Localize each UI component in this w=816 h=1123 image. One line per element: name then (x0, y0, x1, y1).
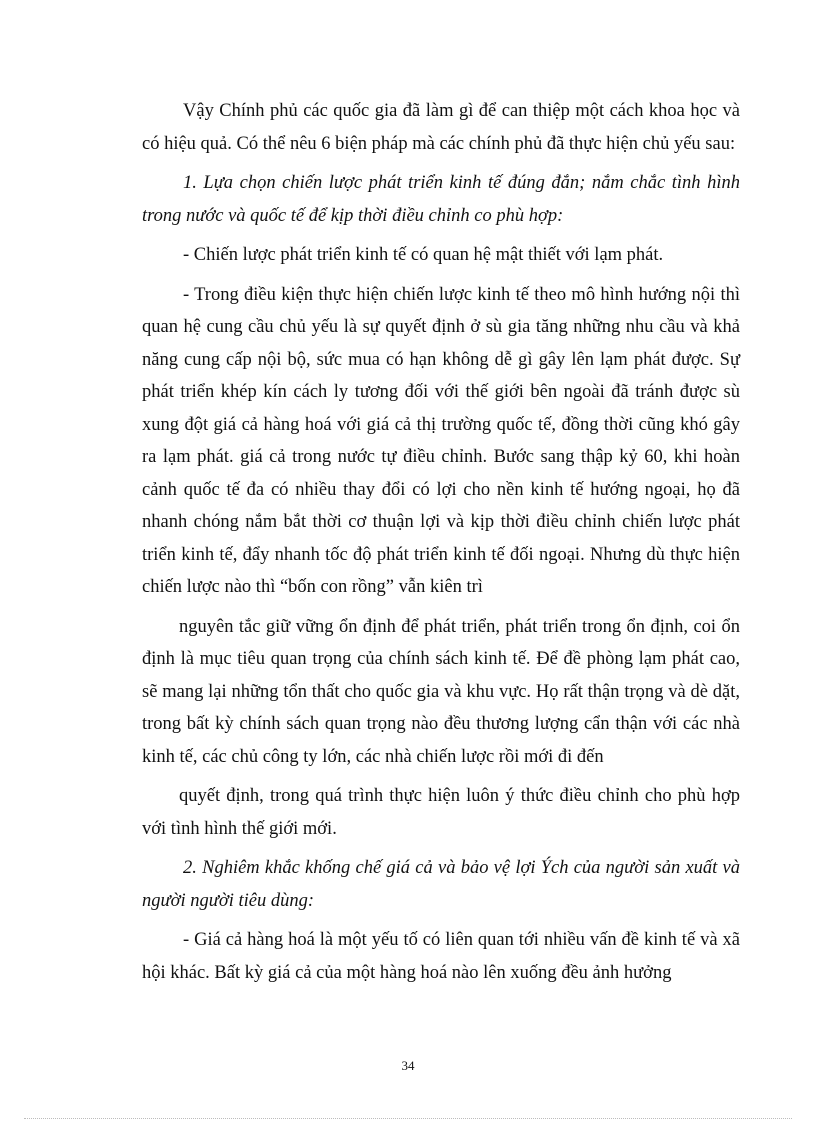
page-number: 34 (401, 1058, 415, 1073)
page-body (142, 95, 740, 989)
paragraph-stability-principle: nguyên tắc giữ vững ổn định để phát triển, phát triển trong ổn định, coi ổn định là mục tiêu quan trọng của chính sách kinh tế. Để đề phòng lạm phát cao, sẽ mang lại những tổn thất cho quốc gia và khu vực. Họ rất thận trọng và dè dặt, trong bất kỳ chính sách quan trọng nào đều thương lượng cẩn thận với các nhà kinh tế, các chủ công ty lớn, các nhà chiến lược rồi mới đi đến (142, 616, 740, 767)
heading-measure-2: 2. Nghiêm khắc khống chế giá cả và bảo vệ lợi Ých của người sản xuất và người người tiêu dùng: (142, 858, 740, 911)
paragraph-strategy-relation: - Chiến lược phát triển kinh tế có quan hệ mật thiết với lạm phát. (183, 245, 664, 265)
paragraph-price-control: - Giá cả hàng hoá là một yếu tố có liên quan tới nhiều vấn đề kinh tế và xã hội khác. Bất kỳ giá cả của một hàng hoá nào lên xuống đều ảnh hưởng (142, 930, 740, 983)
paragraph-inward-model: - Trong điều kiện thực hiện chiến lược kinh tế theo mô hình hướng nội thì quan hệ cung cầu chủ yếu là sự quyết định ở sù gia tăng những nhu cầu và khả năng cung cấp nội bộ, sức mua có hạn không dễ gì gây lên lạm phát được. Sự phát triển khép kín cách ly tương đối với thế giới bên ngoài đã tránh được sù xung đột giá cả hàng hoá với giá cả thị trường quốc tế, đồng thời cũng khó gây ra lạm phát. giá cả trong nước tự điều chỉnh. Bước sang thập kỷ 60, khi hoàn cảnh quốc tế đa có nhiều thay đổi có lợi cho nền kinh tế hướng ngoại, họ đã nhanh chóng nắm bắt thời cơ thuận lợi và kịp thời điều chỉnh chiến lược phát triển kinh tế, đẩy nhanh tốc độ phát triển kinh tế đối ngoại. Nhưng dù thực hiện chiến lược nào thì “bốn con rồng” vẫn kiên trì (142, 284, 740, 597)
paragraph-intro: Vậy Chính phủ các quốc gia đã làm gì để can thiệp một cách khoa học và có hiệu quả. Có thể nêu 6 biện pháp mà các chính phủ đã thực hiện chủ yếu sau: (142, 101, 740, 154)
page-bottom-divider (24, 1118, 792, 1119)
heading-measure-1: 1. Lựa chọn chiến lược phát triển kinh tế đúng đắn; nắm chắc tình hình trong nước và quốc tế để kịp thời điều chỉnh co phù hợp: (142, 173, 740, 226)
paragraph-decision: quyết định, trong quá trình thực hiện luôn ý thức điều chỉnh cho phù hợp với tình hình thế giới mới. (142, 786, 740, 839)
